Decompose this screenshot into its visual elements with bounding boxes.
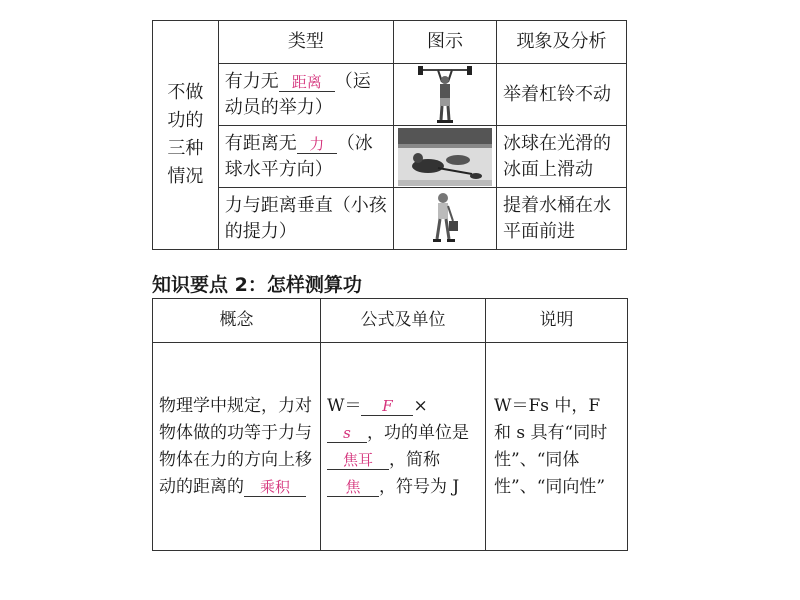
header-diagram: 图示 bbox=[393, 21, 496, 64]
category-cell bbox=[153, 21, 219, 250]
answer-blank-f: F bbox=[361, 397, 413, 416]
type-prefix: 有距离无 bbox=[224, 132, 297, 154]
no-work-table bbox=[152, 20, 627, 250]
formula-w: W＝ bbox=[327, 395, 362, 416]
answer-blank-s: s bbox=[327, 424, 367, 443]
note-cell: W＝Fs 中，F 和 s 具有“同时性”、“同体性”、“同向性” bbox=[486, 343, 628, 551]
table-row bbox=[153, 126, 627, 188]
type-cell bbox=[218, 188, 393, 250]
answer-blank-distance: 距离 bbox=[279, 73, 335, 92]
table-row bbox=[153, 188, 627, 250]
analysis-cell: 举着杠铃不动 bbox=[497, 64, 627, 126]
type-suffix: （冰球水平方向） bbox=[224, 132, 373, 180]
work-calculation-table bbox=[152, 298, 628, 551]
section-heading: 知识要点 2：怎样测算功 bbox=[152, 274, 362, 296]
formula-short-text: ，简称 bbox=[389, 449, 440, 470]
category-line: 三种 bbox=[167, 138, 204, 159]
header-formula: 公式及单位 bbox=[321, 299, 486, 343]
header-note: 说明 bbox=[486, 299, 628, 343]
formula-unit-text: ，功的单位是 bbox=[367, 422, 469, 443]
header-analysis: 现象及分析 bbox=[497, 21, 627, 64]
type-suffix: （运动员的举力） bbox=[224, 70, 371, 118]
answer-blank-short: 焦 bbox=[327, 478, 379, 497]
header-concept: 概念 bbox=[153, 299, 321, 343]
type-cell bbox=[218, 126, 393, 188]
category-line: 不做 bbox=[167, 82, 204, 103]
header-type: 类型 bbox=[218, 21, 393, 64]
category-line: 功的 bbox=[167, 110, 204, 131]
formula-times: × bbox=[413, 395, 428, 416]
type-prefix: 有力无 bbox=[224, 70, 279, 92]
answer-blank-joule: 焦耳 bbox=[327, 451, 389, 470]
analysis-cell: 提着水桶在水平面前进 bbox=[497, 188, 627, 250]
table-row bbox=[153, 343, 628, 551]
formula-symbol-text: ，符号为 J bbox=[379, 476, 460, 497]
analysis-cell: 冰球在光滑的冰面上滑动 bbox=[497, 126, 627, 188]
concept-cell bbox=[153, 343, 321, 551]
curling-image bbox=[393, 126, 496, 188]
answer-blank-product: 乘积 bbox=[244, 478, 306, 497]
weightlifter-image bbox=[393, 64, 496, 126]
type-cell bbox=[218, 64, 393, 126]
table-row bbox=[153, 64, 627, 126]
formula-cell bbox=[321, 343, 486, 551]
concept-text: 物理学中规定，力对物体做的功等于力与物体在力的方向上移动的距离的 bbox=[159, 395, 312, 497]
type-text: 力与距离垂直（小孩的提力） bbox=[224, 194, 387, 242]
category-line: 情况 bbox=[167, 166, 204, 187]
child-bucket-image bbox=[393, 188, 496, 250]
answer-blank-force: 力 bbox=[297, 135, 337, 154]
